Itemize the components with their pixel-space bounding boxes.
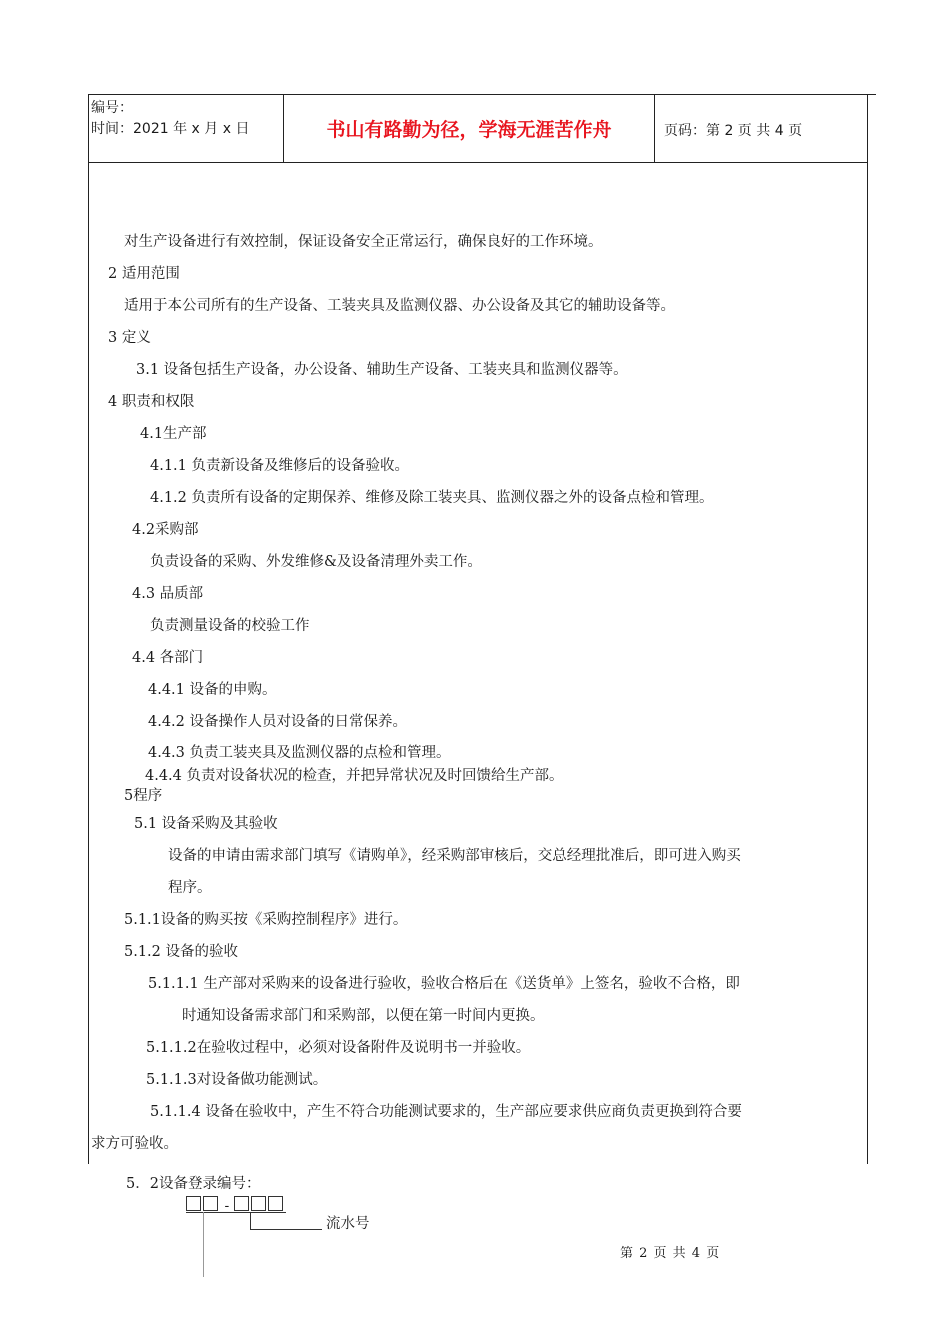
section-heading: 3 定义 xyxy=(108,330,151,346)
paragraph: 4.4.3 负责工装夹具及监测仪器的点检和管理。 xyxy=(148,745,451,761)
paragraph: 设备的申请由需求部门填写《请购单》，经采购部审核后，交总经理批准后，即可进入购买 xyxy=(168,848,741,864)
subsection-heading: 5．2设备登录编号： xyxy=(126,1176,261,1192)
header-divider xyxy=(88,162,868,163)
paragraph: 程序。 xyxy=(168,880,212,896)
paragraph: 5.1.1.1 生产部对采购来的设备进行验收，验收合格后在《送货单》上签名，验收不合格，即 xyxy=(148,976,740,992)
paragraph: 4.4.2 设备操作人员对设备的日常保养。 xyxy=(148,714,408,730)
number-label: 编号： xyxy=(91,100,133,116)
code-box xyxy=(234,1196,249,1211)
code-leader-line xyxy=(203,1212,204,1277)
code-box xyxy=(186,1196,201,1211)
footer-page-number: 第 2 页 共 4 页 xyxy=(620,1246,721,1261)
serial-leader-line xyxy=(250,1212,251,1230)
subsection-heading: 5.1 设备采购及其验收 xyxy=(134,816,278,832)
header-motto: 书山有路勤为径，学海无涯苦作舟 xyxy=(326,118,612,141)
paragraph: 4.4.1 设备的申购。 xyxy=(148,682,277,698)
section-heading: 4 职责和权限 xyxy=(108,394,195,410)
paragraph: 5.1.1.4 设备在验收中，产生不符合功能测试要求的，生产部应要求供应商负责更换到符合要 xyxy=(150,1104,742,1120)
code-box xyxy=(203,1196,218,1211)
subsection-heading: 4.4 各部门 xyxy=(132,650,204,666)
paragraph: 负责设备的采购、外发维修&及设备清理外卖工作。 xyxy=(150,554,482,570)
date-label: 时间：2021 年 x 月 x 日 xyxy=(91,121,250,137)
paragraph: 求方可验收。 xyxy=(91,1136,178,1152)
header-meta xyxy=(91,98,249,140)
subsection-heading: 4.3 品质部 xyxy=(132,586,204,602)
paragraph: 4.1.1 负责新设备及维修后的设备验收。 xyxy=(150,458,410,474)
paragraph: 5.1.1.3对设备做功能测试。 xyxy=(146,1072,328,1088)
code-underline xyxy=(186,1212,286,1213)
header-rule-extension xyxy=(868,94,876,95)
purpose-text: 对生产设备进行有效控制，保证设备安全正常运行，确保良好的工作环境。 xyxy=(124,234,603,250)
code-box xyxy=(251,1196,266,1211)
paragraph: 3.1 设备包括生产设备，办公设备、辅助生产设备、工装夹具和监测仪器等。 xyxy=(136,362,628,378)
serial-label: 流水号 xyxy=(326,1216,370,1232)
paragraph: 4.1.2 负责所有设备的定期保养、维修及除工装夹具、监测仪器之外的设备点检和管理。 xyxy=(150,490,714,506)
subsection-heading: 4.2采购部 xyxy=(132,522,199,538)
code-box xyxy=(268,1196,283,1211)
paragraph: 4.4.4 负责对设备状况的检查，并把异常状况及时回馈给生产部。 xyxy=(145,768,564,784)
paragraph: 5.1.1设备的购买按《采购控制程序》进行。 xyxy=(124,912,408,928)
subsection-heading: 5.1.2 设备的验收 xyxy=(124,944,239,960)
paragraph: 适用于本公司所有的生产设备、工装夹具及监测仪器、办公设备及其它的辅助设备等。 xyxy=(124,298,675,314)
section-heading: 2 适用范围 xyxy=(108,266,180,282)
paragraph: 5.1.1.2在验收过程中，必须对设备附件及说明书一并验收。 xyxy=(146,1040,531,1056)
paragraph: 时通知设备需求部门和采购部，以便在第一时间内更换。 xyxy=(182,1008,545,1024)
section-heading: 5程序 xyxy=(124,788,163,804)
serial-underline xyxy=(250,1229,322,1230)
subsection-heading: 4.1生产部 xyxy=(140,426,207,442)
paragraph: 负责测量设备的校验工作 xyxy=(150,618,310,634)
page-label: 页码：第 2 页 共 4 页 xyxy=(664,123,803,139)
header-column-divider xyxy=(654,94,655,162)
code-separator: - xyxy=(224,1198,230,1214)
